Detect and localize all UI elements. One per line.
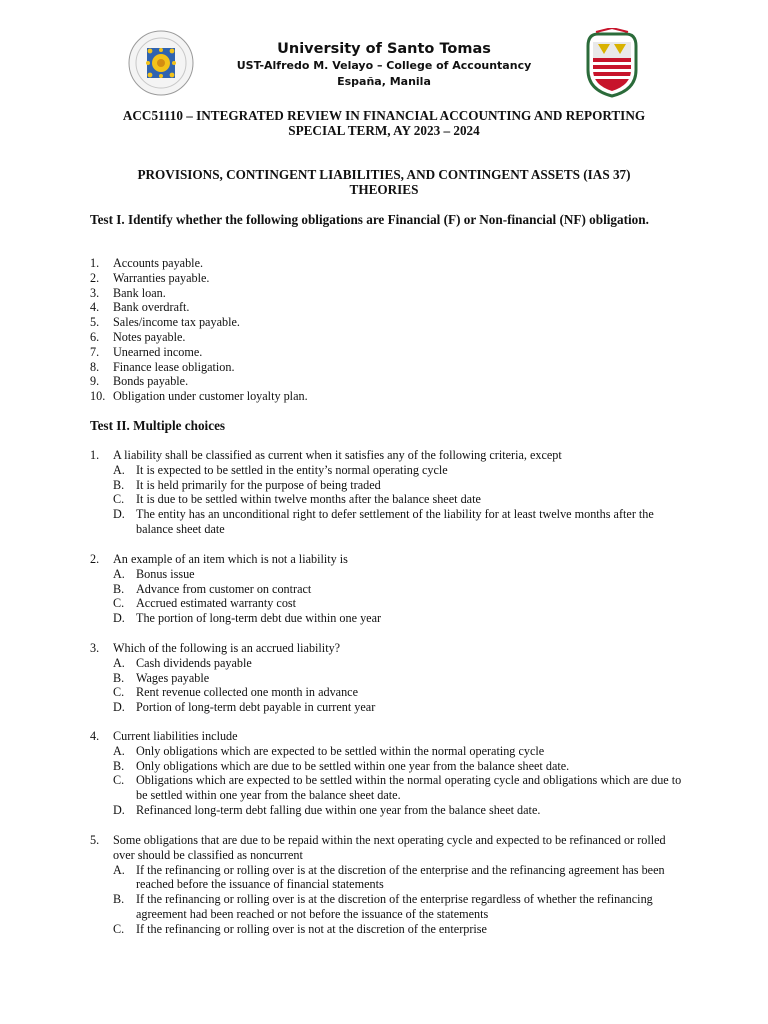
- option-letter: D.: [113, 611, 125, 626]
- option-text: Advance from customer on contract: [136, 581, 312, 596]
- question-stem: [90, 729, 690, 744]
- item-text: Obligation under customer loyalty plan.: [113, 389, 308, 404]
- answer-option: [90, 656, 690, 671]
- answer-option: [90, 492, 690, 507]
- course-heading: [80, 108, 688, 138]
- option-letter: B.: [113, 758, 125, 773]
- list-item: [90, 315, 690, 330]
- option-letter: D.: [113, 802, 125, 817]
- test-1-heading: Test I. Identify whether the following obligations are Financial (F) or Non-financial (NF) obligation.: [90, 212, 649, 227]
- answer-option: [90, 892, 690, 922]
- item-number: 5.: [90, 315, 100, 330]
- option-letter: B.: [113, 670, 125, 685]
- list-item: [90, 256, 690, 271]
- item-number: 1.: [90, 256, 100, 270]
- option-letter: D.: [113, 507, 125, 522]
- list-item: [90, 286, 690, 301]
- question-text: Which of the following is an accrued liability?: [113, 641, 341, 655]
- answer-option: [90, 700, 690, 715]
- answer-option: [90, 922, 690, 937]
- question-3: [90, 641, 690, 715]
- option-letter: B.: [113, 892, 125, 907]
- item-text: Warranties payable.: [113, 270, 210, 285]
- option-text: Wages payable: [136, 670, 210, 685]
- item-text: Notes payable.: [113, 329, 186, 344]
- item-text: Unearned income.: [113, 344, 203, 359]
- item-text: Sales/income tax payable.: [113, 315, 240, 330]
- option-letter: A.: [113, 462, 125, 477]
- list-item: [90, 389, 690, 404]
- question-text: An example of an item which is not a liability is: [113, 552, 348, 566]
- option-text: Bonus issue: [136, 566, 195, 581]
- question-stem: [90, 833, 690, 863]
- question-number: 2.: [90, 552, 100, 566]
- answer-option: [90, 759, 690, 774]
- item-text: Accounts payable.: [113, 256, 204, 270]
- item-number: 2.: [90, 270, 100, 285]
- item-text: Bank loan.: [113, 285, 166, 300]
- option-text: Refinanced long-term debt falling due within one year from the balance sheet date.: [136, 802, 541, 817]
- question-text: Current liabilities include: [113, 729, 238, 743]
- question-5: [90, 833, 690, 937]
- list-item: [90, 360, 690, 375]
- item-number: 7.: [90, 344, 100, 359]
- university-name: University of Santo Tomas: [277, 41, 491, 57]
- question-stem: [90, 448, 690, 463]
- option-letter: A.: [113, 655, 125, 670]
- item-number: 8.: [90, 359, 100, 374]
- test-1-list: [90, 256, 690, 404]
- option-text: If the refinancing or rolling over is at the discretion of the enterprise and the refinancing agreement has been reached before the issuance of financial statements: [136, 862, 665, 892]
- option-letter: D.: [113, 700, 125, 715]
- question-text: Some obligations that are due to be repaid within the next operating cycle and expected to be refinanced or rolled over should be classified as noncurrent: [113, 833, 666, 862]
- list-item: [90, 300, 690, 315]
- option-text: If the refinancing or rolling over is not at the discretion of the enterprise: [136, 921, 487, 936]
- course-title: ACC51110 – INTEGRATED REVIEW IN FINANCIAL ACCOUNTING AND REPORTING: [122, 108, 646, 123]
- item-number: 10.: [90, 389, 106, 404]
- answer-option: [90, 567, 690, 582]
- item-number: 4.: [90, 300, 100, 315]
- option-letter: A.: [113, 743, 125, 758]
- answer-option: [90, 863, 690, 893]
- answer-option: [90, 463, 690, 478]
- topic-subtitle: THEORIES: [349, 182, 419, 197]
- question-stem: [90, 552, 690, 567]
- answer-option: [90, 611, 690, 626]
- option-text: It is held primarily for the purpose of being traded: [136, 477, 381, 492]
- option-letter: C.: [113, 685, 125, 700]
- option-letter: B.: [113, 581, 125, 596]
- topic-heading: [80, 167, 688, 197]
- item-number: 6.: [90, 329, 100, 344]
- list-item: [90, 345, 690, 360]
- list-item: [90, 374, 690, 389]
- question-number: 3.: [90, 641, 100, 655]
- question-number: 4.: [90, 729, 100, 743]
- question-stem: [90, 641, 690, 656]
- option-letter: C.: [113, 773, 125, 788]
- option-text: It is due to be settled within twelve months after the balance sheet date: [136, 492, 481, 507]
- answer-option: [90, 744, 690, 759]
- document-header: [0, 28, 768, 98]
- question-text: A liability shall be classified as current when it satisfies any of the following criteria, except: [113, 448, 562, 462]
- answer-option: [90, 596, 690, 611]
- option-text: Obligations which are expected to be settled within the normal operating cycle and obligations which are due to be settled within one year from the balance sheet date.: [136, 773, 682, 803]
- list-item: [90, 330, 690, 345]
- test-2-heading: Test II. Multiple choices: [90, 418, 226, 433]
- option-letter: C.: [113, 596, 125, 611]
- option-letter: A.: [113, 566, 125, 581]
- question-number: 1.: [90, 448, 100, 462]
- answer-option: [90, 671, 690, 686]
- college-name: UST-Alfredo M. Velayo – College of Accountancy: [236, 59, 532, 72]
- answer-option: [90, 685, 690, 700]
- option-letter: A.: [113, 862, 125, 877]
- item-text: Bonds payable.: [113, 374, 189, 389]
- question-4: [90, 729, 690, 818]
- topic-title: PROVISIONS, CONTINGENT LIABILITIES, AND CONTINGENT ASSETS (IAS 37): [137, 167, 631, 182]
- option-text: Cash dividends payable: [136, 655, 252, 670]
- option-text: Only obligations which are expected to be settled within the normal operating cycle: [136, 743, 545, 758]
- answer-option: [90, 582, 690, 597]
- question-1: [90, 448, 690, 537]
- item-number: 9.: [90, 374, 100, 389]
- option-letter: C.: [113, 492, 125, 507]
- option-text: It is expected to be settled in the entity’s normal operating cycle: [136, 462, 448, 477]
- option-text: Rent revenue collected one month in advance: [136, 685, 358, 700]
- answer-option: [90, 478, 690, 493]
- answer-option: [90, 507, 690, 537]
- question-number: 5.: [90, 833, 100, 847]
- option-text: Portion of long-term debt payable in current year: [136, 700, 376, 715]
- option-text: The entity has an unconditional right to defer settlement of the liability for at least twelve months after the balance sheet date: [136, 507, 654, 536]
- course-term: SPECIAL TERM, AY 2023 – 2024: [288, 123, 480, 138]
- answer-option: [90, 803, 690, 818]
- option-text: The portion of long-term debt due within one year: [136, 611, 382, 626]
- item-number: 3.: [90, 285, 100, 300]
- item-text: Bank overdraft.: [113, 300, 190, 315]
- option-letter: C.: [113, 921, 125, 936]
- option-letter: B.: [113, 477, 125, 492]
- item-text: Finance lease obligation.: [113, 359, 235, 374]
- question-2: [90, 552, 690, 626]
- location: España, Manila: [337, 75, 431, 88]
- list-item: [90, 271, 690, 286]
- option-text: Only obligations which are due to be settled within one year from the balance sheet date.: [136, 758, 570, 773]
- college-crest-logo: [584, 28, 640, 98]
- option-text: Accrued estimated warranty cost: [136, 596, 297, 611]
- answer-option: [90, 773, 690, 803]
- option-text: If the refinancing or rolling over is at the discretion of the enterprise regardless of whether the refinancing agreement had been reached or not before the issuance of the statements: [136, 892, 653, 921]
